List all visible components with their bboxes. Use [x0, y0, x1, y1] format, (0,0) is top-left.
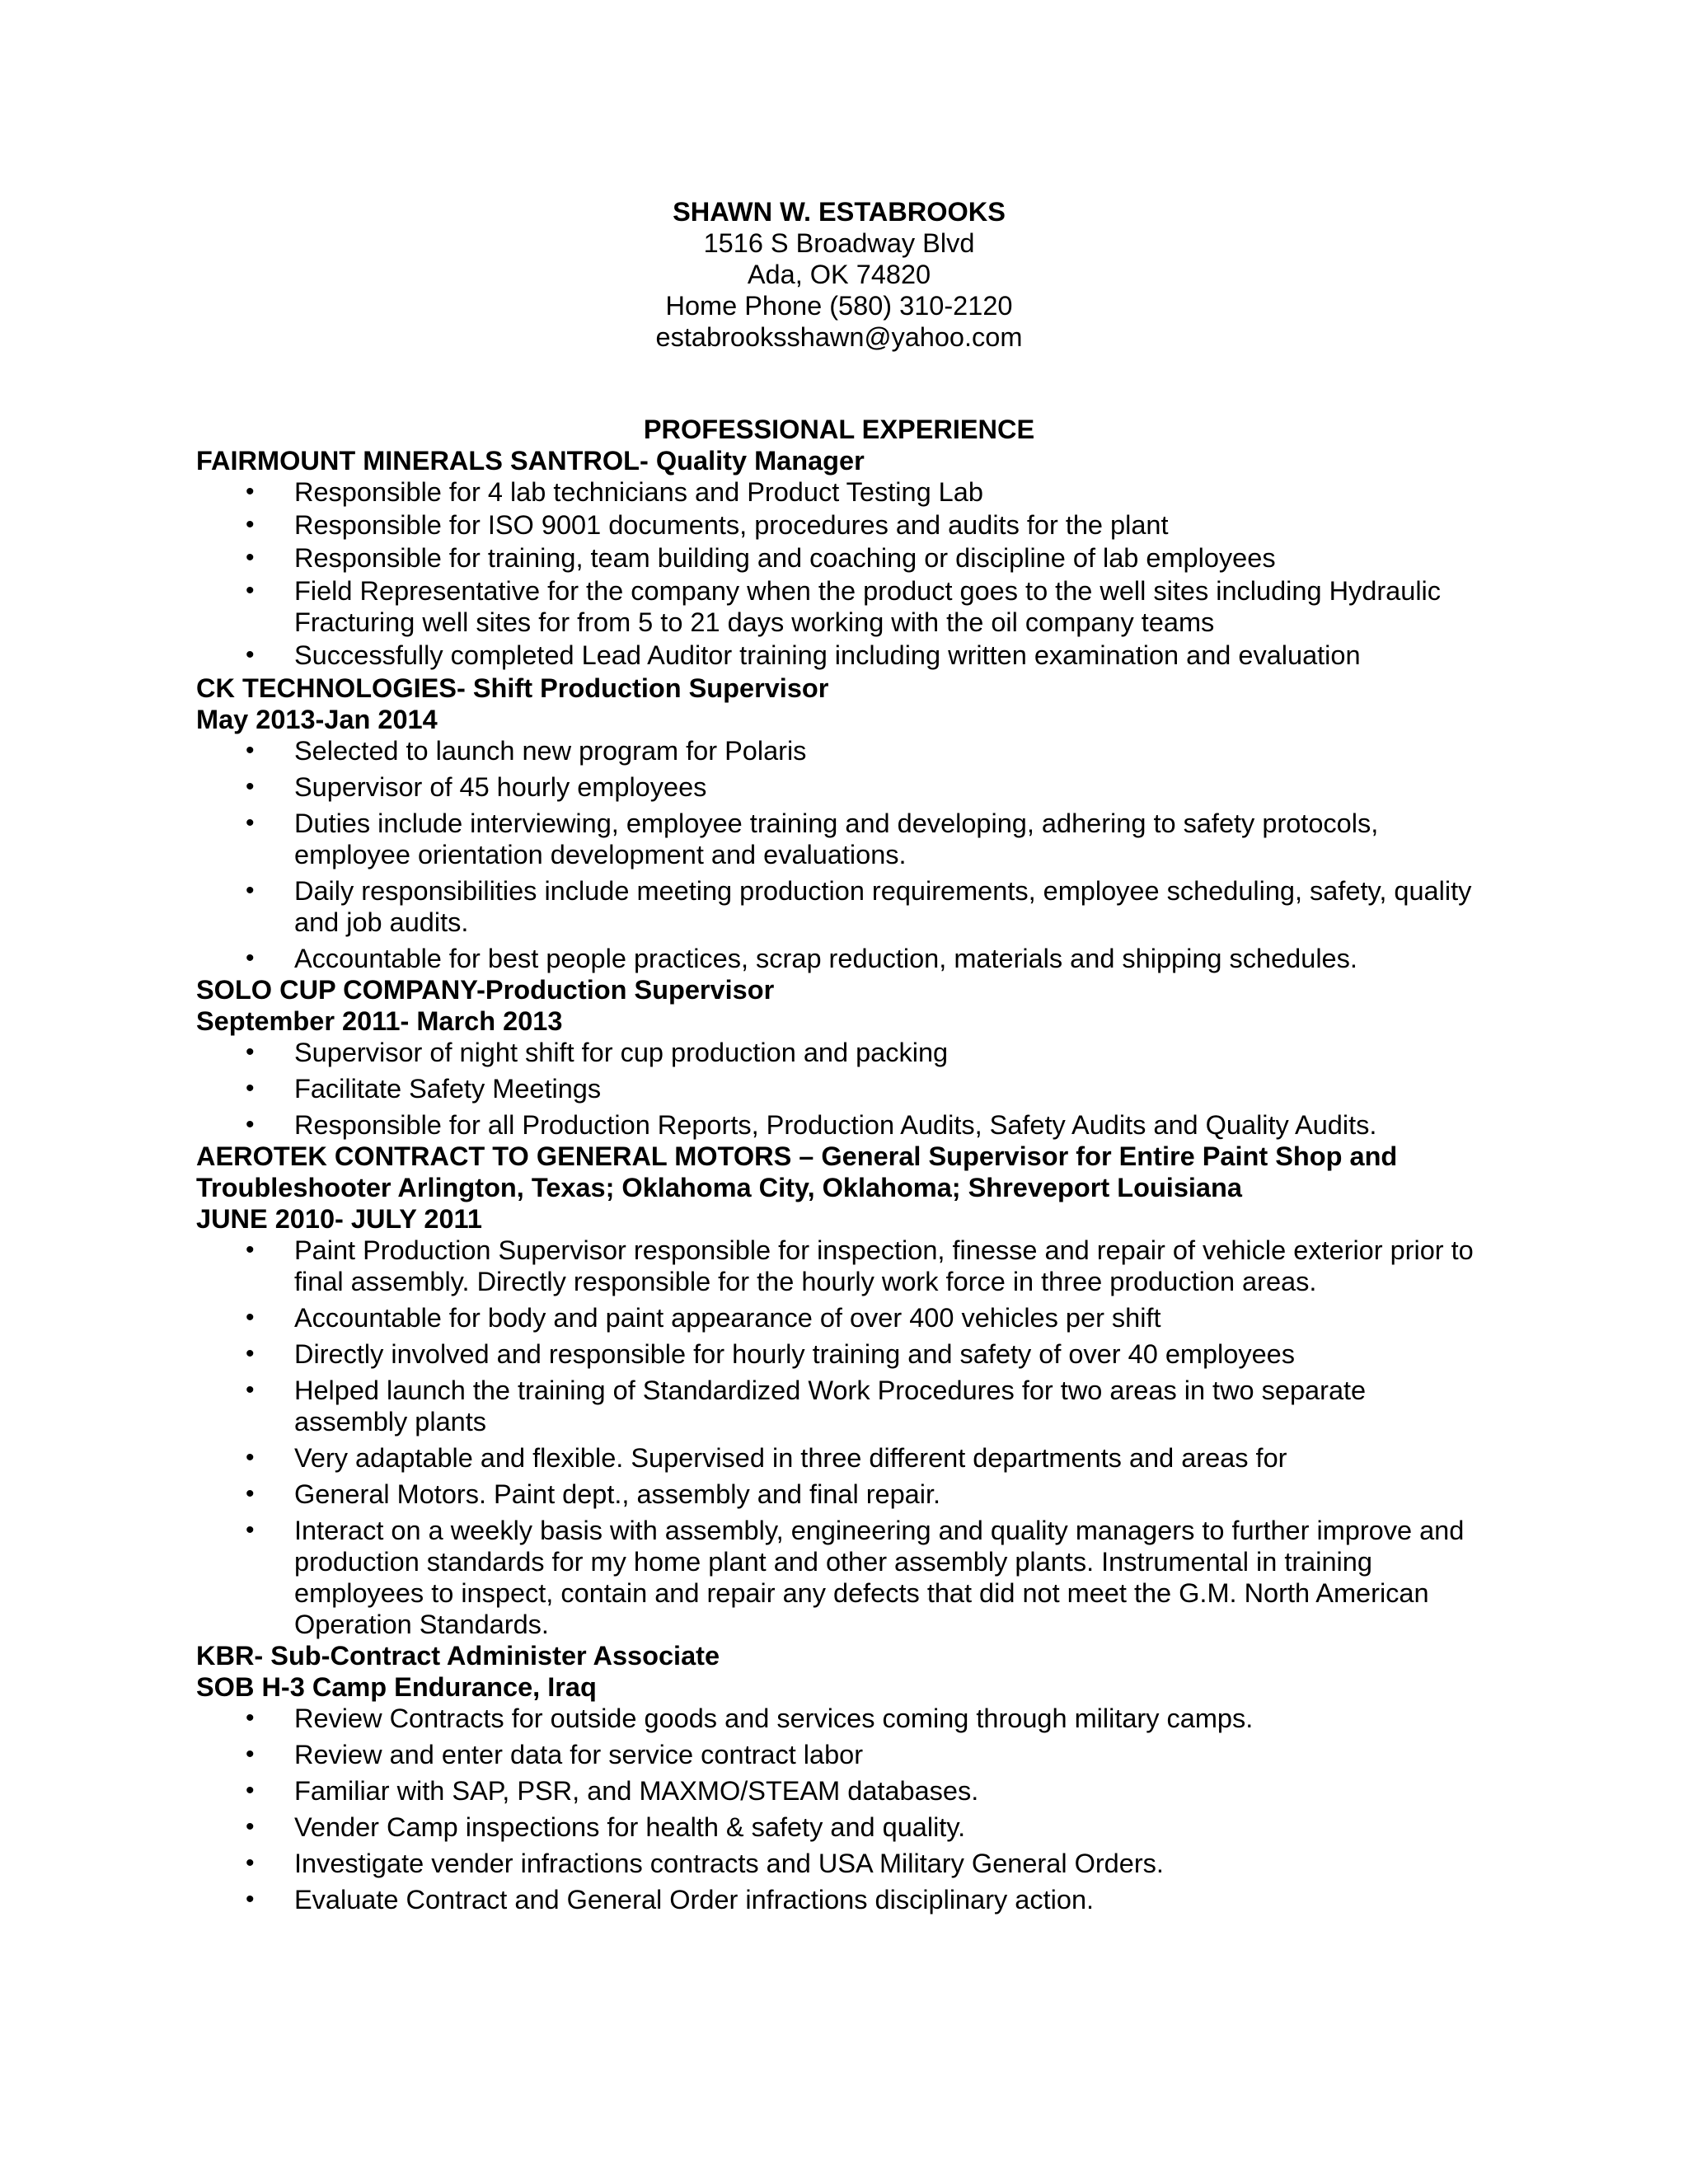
bullet-icon: •: [246, 1236, 255, 1263]
job-bullet-list: [196, 476, 1482, 671]
list-item: • Review and enter data for service contract labor: [246, 1740, 864, 1769]
bullet-icon: •: [246, 1813, 255, 1840]
job-bullet-list: [196, 735, 1482, 974]
job-entry: [196, 445, 1482, 671]
bullet-icon: •: [246, 877, 255, 904]
email-address: estabrooksshawn@yahoo.com: [655, 322, 1023, 352]
job-title: SOLO CUP COMPANY-Production Supervisor: [196, 975, 775, 1005]
bullet-icon: •: [246, 1304, 255, 1331]
job-entry: [196, 673, 1482, 974]
bullet-icon: •: [246, 1340, 255, 1367]
address-line-2: Ada, OK 74820: [747, 260, 931, 289]
bullet-icon: •: [246, 1886, 255, 1913]
bullet-icon: •: [246, 641, 255, 668]
bullet-icon: •: [246, 511, 255, 538]
list-item: • Accountable for best people practices, scrap reduction, materials and shipping schedules.: [246, 944, 1357, 973]
list-item: • Facilitate Safety Meetings: [246, 1074, 602, 1104]
list-item: • Responsible for 4 lab technicians and Product Testing Lab: [246, 477, 983, 507]
bullet-icon: •: [246, 737, 255, 764]
bullet-icon: •: [246, 1516, 255, 1544]
resume-page: [196, 196, 1482, 1915]
list-item: • General Motors. Paint dept., assembly and final repair.: [246, 1479, 941, 1509]
job-title: FAIRMOUNT MINERALS SANTROL- Quality Manager: [196, 446, 865, 476]
bullet-icon: •: [246, 577, 255, 604]
job-entry: [196, 1640, 1482, 1915]
home-phone: Home Phone (580) 310-2120: [665, 291, 1013, 321]
address-line-1: 1516 S Broadway Blvd: [703, 228, 975, 258]
list-item: • Responsible for training, team building and coaching or discipline of lab employees: [246, 543, 1276, 573]
bullet-icon: •: [246, 1038, 255, 1066]
list-item: • Successfully completed Lead Auditor training including written examination and evaluation: [246, 640, 1361, 670]
bullet-icon: •: [246, 1849, 255, 1877]
bullet-icon: •: [246, 1075, 255, 1102]
job-title: KBR- Sub-Contract Administer Associate: [196, 1641, 720, 1671]
list-item: • Selected to launch new program for Polaris: [246, 736, 807, 766]
bullet-icon: •: [246, 1111, 255, 1138]
job-location: SOB H-3 Camp Endurance, Iraq: [196, 1672, 597, 1702]
job-dates: JUNE 2010- JULY 2011: [196, 1204, 482, 1234]
job-title: AEROTEK CONTRACT TO GENERAL MOTORS – General Supervisor for Entire Paint Shop and Troubleshooter Arlington, Texas; Oklahoma City, Oklahoma; Shreveport Louisiana: [196, 1141, 1398, 1202]
bullet-icon: •: [246, 1777, 255, 1804]
bullet-icon: •: [246, 773, 255, 800]
job-title: CK TECHNOLOGIES- Shift Production Supervisor: [196, 673, 829, 703]
list-item: • Accountable for body and paint appearance of over 400 vehicles per shift: [246, 1303, 1161, 1333]
list-item: • Helped launch the training of Standardized Work Procedures for two areas in two separate assembly plants: [246, 1376, 1367, 1436]
list-item: • Daily responsibilities include meeting production requirements, employee scheduling, safety, quality and job audits.: [246, 876, 1472, 937]
job-bullet-list: [196, 1037, 1482, 1141]
list-item: • Directly involved and responsible for hourly training and safety of over 40 employees: [246, 1339, 1295, 1369]
job-bullet-list: [196, 1703, 1482, 1915]
list-item: • Responsible for all Production Reports, Production Audits, Safety Audits and Quality Audits.: [246, 1110, 1377, 1140]
applicant-name: SHAWN W. ESTABROOKS: [673, 197, 1006, 227]
list-item: • Duties include interviewing, employee training and developing, adhering to safety protocols, employee orientation development and evaluations.: [246, 808, 1379, 869]
job-entry: [196, 974, 1482, 1141]
list-item: • Paint Production Supervisor responsible for inspection, finesse and repair of vehicle exterior prior to final assembly. Directly responsible for the hourly work force in three production areas.: [246, 1235, 1474, 1296]
bullet-icon: •: [246, 1376, 255, 1404]
job-dates: September 2011- March 2013: [196, 1006, 563, 1036]
bullet-icon: •: [246, 944, 255, 972]
bullet-icon: •: [246, 478, 255, 505]
job-bullet-list: [196, 1235, 1482, 1640]
list-item: • Supervisor of 45 hourly employees: [246, 772, 707, 802]
list-item: • Field Representative for the company when the product goes to the well sites including Hydraulic Fracturing well sites for from 5 to 21 days working with the oil company teams: [246, 576, 1442, 637]
list-item: • Vender Camp inspections for health & safety and quality.: [246, 1812, 966, 1842]
bullet-icon: •: [246, 809, 255, 837]
bullet-icon: •: [246, 544, 255, 571]
list-item: • Review Contracts for outside goods and services coming through military camps.: [246, 1704, 1254, 1733]
list-item: • Very adaptable and flexible. Supervised in three different departments and areas for: [246, 1443, 1287, 1473]
bullet-icon: •: [246, 1444, 255, 1471]
bullet-icon: •: [246, 1741, 255, 1768]
list-item: • Evaluate Contract and General Order infractions disciplinary action.: [246, 1885, 1095, 1915]
resume-header: [196, 196, 1482, 353]
list-item: • Interact on a weekly basis with assembly, engineering and quality managers to further improve and production standards for my home plant and other assembly plants. Instrumental in training employees to inspect, contain and repair any defects that did not meet the G.M. North American Operation Standards.: [246, 1516, 1465, 1639]
list-item: • Familiar with SAP, PSR, and MAXMO/STEAM databases.: [246, 1776, 979, 1806]
job-entry: [196, 1141, 1482, 1640]
list-item: • Investigate vender infractions contracts and USA Military General Orders.: [246, 1849, 1164, 1878]
bullet-icon: •: [246, 1480, 255, 1507]
list-item: • Responsible for ISO 9001 documents, procedures and audits for the plant: [246, 510, 1169, 540]
section-title-experience: PROFESSIONAL EXPERIENCE: [643, 415, 1035, 444]
list-item: • Supervisor of night shift for cup production and packing: [246, 1038, 949, 1067]
job-dates: May 2013-Jan 2014: [196, 705, 438, 734]
bullet-icon: •: [246, 1704, 255, 1732]
